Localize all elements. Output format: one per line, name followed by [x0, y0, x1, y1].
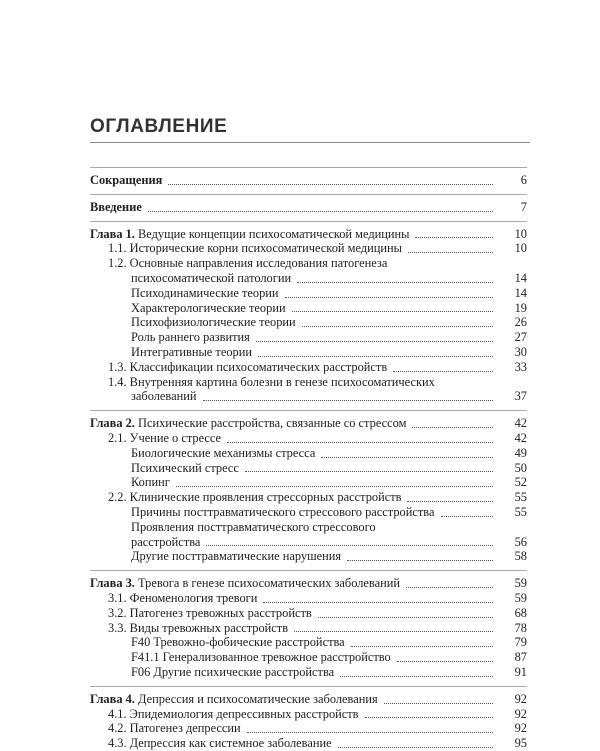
toc-entry-title: Психодинамические теории — [131, 285, 279, 300]
dot-leader — [245, 471, 493, 472]
page-number: 78 — [514, 620, 527, 635]
toc-entry-s2-2-a[interactable] — [90, 505, 527, 520]
toc-entry-s2-2-c[interactable] — [90, 549, 527, 564]
toc-entry-title: 2.1. Учение о стрессе — [108, 430, 222, 445]
toc-entry-s1-2-e[interactable] — [90, 345, 527, 360]
toc-entry-title: Введение — [90, 199, 142, 214]
toc-entry-title: Другие посттравматические нарушения — [131, 549, 342, 564]
chapter-label: Глава 1. — [90, 226, 135, 241]
page-number: 42 — [514, 416, 527, 431]
toc-entry-s2-1[interactable] — [90, 431, 527, 446]
section-divider — [90, 194, 527, 195]
toc-entry-title: Причины посттравматического стрессового расстройства — [131, 504, 435, 519]
dot-leader — [340, 676, 493, 677]
toc-entry-ch4[interactable] — [90, 692, 527, 707]
page-number: 7 — [520, 199, 527, 214]
toc-entry-title: 2.2. Клинические проявления стрессорных расстройств — [108, 490, 402, 505]
chapter-label: Глава 3. — [90, 576, 135, 591]
toc-entry-title: Характерологические теории — [131, 300, 286, 315]
dot-leader — [338, 747, 493, 748]
toc-entry-title: расстройства — [131, 534, 201, 549]
toc-entry-title: Роль раннего развития — [131, 330, 250, 345]
dot-leader — [297, 282, 493, 283]
page-title: ОГЛАВЛЕНИЕ — [90, 116, 228, 137]
page-number: 10 — [514, 226, 527, 241]
toc-entry-s1-4[interactable] — [90, 375, 527, 405]
page-number: 50 — [514, 460, 527, 475]
page-number: 14 — [514, 270, 527, 285]
toc-entry-s4-2[interactable] — [90, 721, 527, 736]
dot-leader — [203, 400, 494, 401]
toc-entry-title: 4.2. Патогенез депрессии — [108, 721, 241, 736]
toc-entry-s3-3-a[interactable] — [90, 635, 527, 650]
toc-entry-s1-2[interactable] — [90, 256, 527, 286]
page-number: 68 — [514, 605, 527, 620]
page-number: 56 — [514, 534, 527, 549]
table-of-contents — [90, 161, 527, 751]
page-number: 42 — [514, 430, 527, 445]
toc-entry-title: F40 Тревожно-фобические расстройства — [131, 635, 345, 650]
page-number: 26 — [514, 315, 527, 330]
toc-entry-title: 1.3. Классификации психосоматических расстройств — [108, 359, 388, 374]
toc-entry-title: 1.1. Исторические корни психосоматической медицины — [108, 241, 402, 256]
dot-leader — [302, 326, 493, 327]
toc-entry-title: Ведущие концепции психосоматической медицины — [138, 226, 410, 241]
toc-entry-s2-2[interactable] — [90, 490, 527, 505]
page-number: 58 — [514, 549, 527, 564]
section-divider — [90, 686, 527, 687]
page-number: 37 — [514, 389, 527, 404]
page-number: 52 — [514, 475, 527, 490]
dot-leader — [292, 311, 493, 312]
toc-entry-s1-2-d[interactable] — [90, 330, 527, 345]
chapter-label: Глава 2. — [90, 416, 135, 431]
toc-entry-s2-2-b[interactable] — [90, 520, 527, 550]
dot-leader — [397, 661, 493, 662]
page-number: 92 — [514, 706, 527, 721]
toc-entry-s3-2[interactable] — [90, 606, 527, 621]
dot-leader — [176, 486, 493, 487]
dot-leader — [247, 732, 493, 733]
dot-leader — [318, 617, 493, 618]
toc-entry-title: психосоматической патологии — [131, 270, 292, 285]
toc-entry-s1-2-c[interactable] — [90, 315, 527, 330]
toc-entry-s2-1-b[interactable] — [90, 461, 527, 476]
page-number: 59 — [514, 576, 527, 591]
dot-leader — [227, 442, 493, 443]
toc-entry-ch3[interactable] — [90, 576, 527, 591]
toc-entry-s2-1-c[interactable] — [90, 475, 527, 490]
toc-entry-title: Проявления посттравматического стрессового — [131, 519, 376, 534]
page-number: 92 — [514, 691, 527, 706]
dot-leader — [263, 602, 493, 603]
toc-entry-s3-3-c[interactable] — [90, 665, 527, 680]
toc-entry-title: F41.1 Генерализованное тревожное расстройство — [131, 650, 391, 665]
page-number: 95 — [514, 736, 527, 751]
page-number: 30 — [514, 344, 527, 359]
toc-entry-s1-2-a[interactable] — [90, 286, 527, 301]
page-number: 91 — [514, 664, 527, 679]
page-number: 10 — [514, 241, 527, 256]
toc-entry-s3-1[interactable] — [90, 591, 527, 606]
dot-leader — [294, 631, 493, 632]
dot-leader — [415, 237, 493, 238]
toc-entry-title: Психический стресс — [131, 460, 239, 475]
page-number: 79 — [514, 635, 527, 650]
toc-entry-title: Тревога в генезе психосоматических заболеваний — [138, 576, 401, 591]
page-number: 49 — [514, 445, 527, 460]
toc-entry-title: Биологические механизмы стресса — [131, 445, 316, 460]
page-number: 33 — [514, 359, 527, 374]
dot-leader — [365, 717, 493, 718]
dot-leader — [347, 560, 493, 561]
toc-entry-abbr[interactable] — [90, 173, 527, 188]
section-divider — [90, 570, 527, 571]
dot-leader — [148, 211, 493, 212]
dot-leader — [168, 184, 493, 185]
toc-entry-title: 1.2. Основные направления исследования патогенеза — [108, 256, 388, 271]
toc-entry-title: 3.3. Виды тревожных расстройств — [108, 620, 289, 635]
toc-entry-s2-1-a[interactable] — [90, 446, 527, 461]
toc-entry-s3-3[interactable] — [90, 621, 527, 636]
page-number: 59 — [514, 590, 527, 605]
dot-leader — [441, 516, 494, 517]
dot-leader — [285, 297, 493, 298]
page-number: 27 — [514, 330, 527, 345]
toc-entry-title: Психофизиологические теории — [131, 315, 296, 330]
toc-entry-title: Сокращения — [90, 173, 163, 187]
dot-leader — [406, 587, 493, 588]
toc-entry-title: Депрессия и психосоматические заболевания — [138, 691, 378, 706]
dot-leader — [412, 427, 493, 428]
title-divider — [90, 142, 530, 143]
toc-entry-title: заболеваний — [131, 389, 197, 404]
toc-entry-title: 3.2. Патогенез тревожных расстройств — [108, 605, 312, 620]
page-number: 19 — [514, 300, 527, 315]
page-number: 6 — [520, 173, 527, 187]
page-number: 92 — [514, 721, 527, 736]
toc-entry-title: Интегративные теории — [131, 344, 252, 359]
dot-leader — [407, 501, 493, 502]
toc-entry-ch1[interactable] — [90, 227, 527, 242]
page-number: 87 — [514, 650, 527, 665]
section-divider — [90, 410, 527, 411]
toc-entry-s1-3[interactable] — [90, 360, 527, 375]
dot-leader — [393, 371, 493, 372]
toc-entry-title: 3.1. Феноменология тревоги — [108, 590, 258, 605]
toc-entry-title: 1.4. Внутренняя картина болезни в генезе психосоматических — [108, 374, 435, 389]
toc-entry-title: Психические расстройства, связанные со стрессом — [138, 416, 407, 431]
toc-entry-s4-3[interactable] — [90, 736, 527, 751]
toc-entry-s1-2-b[interactable] — [90, 301, 527, 316]
toc-entry-title: Копинг — [131, 475, 170, 490]
toc-entry-title: F06 Другие психические расстройства — [131, 664, 335, 679]
page-number: 14 — [514, 285, 527, 300]
dot-leader — [351, 646, 493, 647]
section-divider — [90, 167, 527, 168]
toc-entry-s3-3-b[interactable] — [90, 650, 527, 665]
toc-entry-ch2[interactable] — [90, 416, 527, 431]
page-number: 55 — [514, 490, 527, 505]
section-divider — [90, 221, 527, 222]
dot-leader — [206, 545, 493, 546]
toc-entry-intro[interactable] — [90, 200, 527, 215]
dot-leader — [321, 457, 493, 458]
toc-entry-title: 4.1. Эпидемиология депрессивных расстройств — [108, 706, 359, 721]
dot-leader — [384, 703, 493, 704]
dot-leader — [408, 252, 493, 253]
dot-leader — [258, 356, 493, 357]
toc-entry-title: 4.3. Депрессия как системное заболевание — [108, 736, 332, 751]
toc-entry-s4-1[interactable] — [90, 707, 527, 722]
dot-leader — [256, 341, 493, 342]
chapter-label: Глава 4. — [90, 691, 135, 706]
toc-entry-s1-1[interactable] — [90, 241, 527, 256]
page-number: 55 — [514, 504, 527, 519]
